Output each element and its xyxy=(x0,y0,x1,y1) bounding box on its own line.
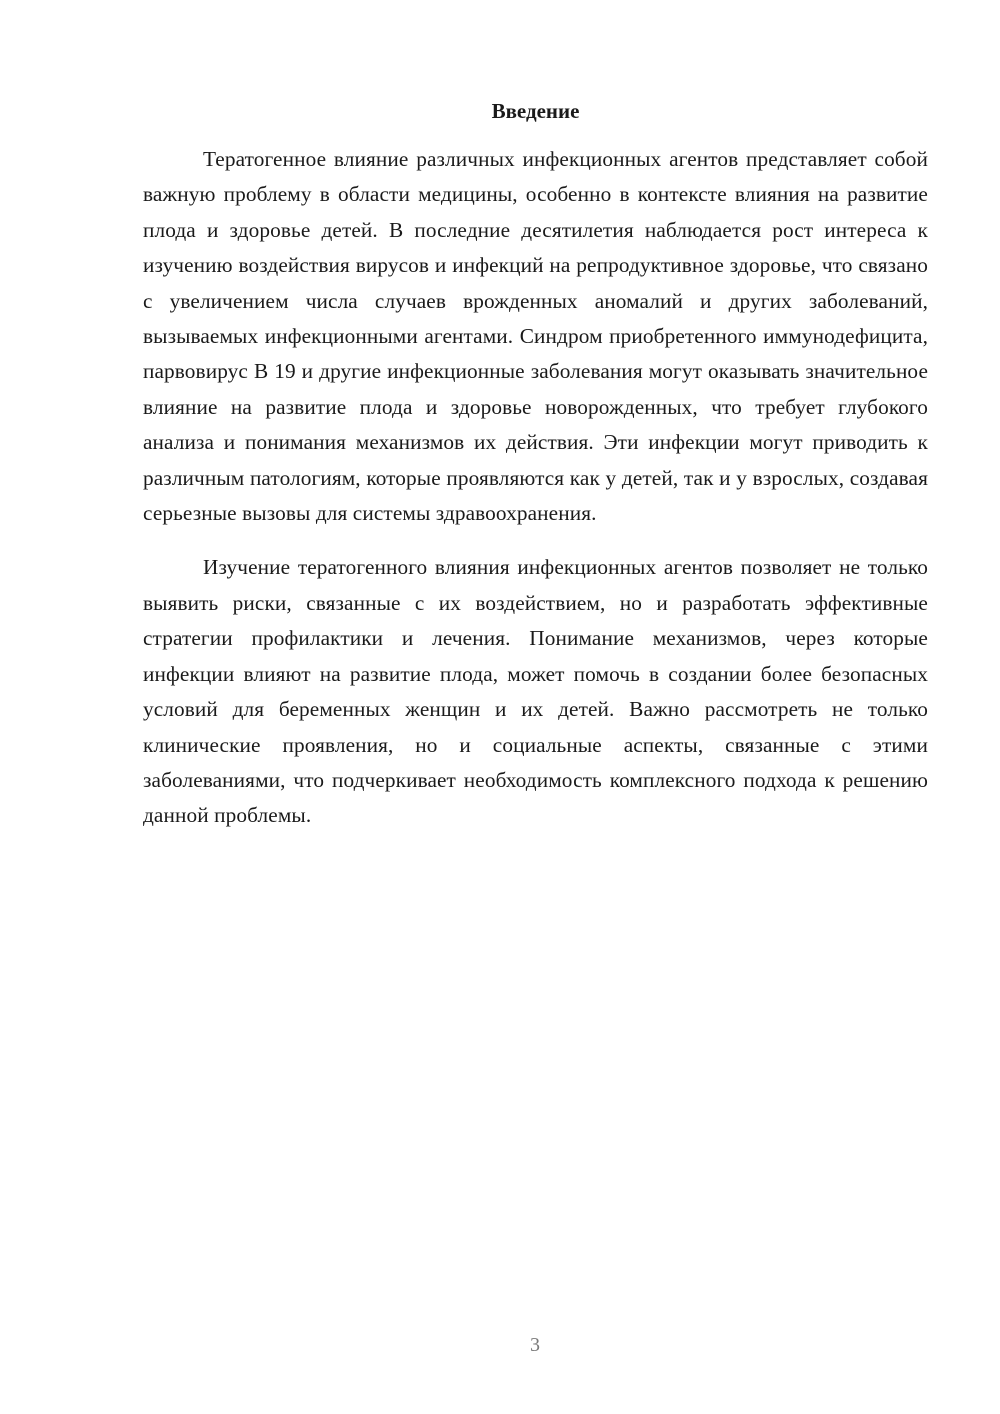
paragraph-1: Тератогенное влияние различных инфекционных агентов представляет собой важную проблему в области медицины, особенно в контексте влияния на развитие плода и здоровье детей. В последние десятилетия наблюдается рост интереса к изучению воздействия вирусов и инфекций на репродуктивное здоровье, что связано с увеличением числа случаев врожденных аномалий и других заболеваний, вызываемых инфекционными агентами. Синдром приобретенного иммунодефицита, парвовирус В 19 и другие инфекционные заболевания могут оказывать значительное влияние на развитие плода и здоровье новорожденных, что требует глубокого анализа и понимания механизмов их действия. Эти инфекции могут приводить к различным патологиям, которые проявляются как у детей, так и у взрослых, создавая серьезные вызовы для системы здравоохранения. xyxy=(143,147,928,526)
page-number: 3 xyxy=(530,1334,540,1356)
body-text xyxy=(143,142,928,834)
section-heading: Введение xyxy=(491,99,580,123)
paragraph-2: Изучение тератогенного влияния инфекционных агентов позволяет не только выявить риски, связанные с их воздействием, но и разработать эффективные стратегии профилактики и лечения. Понимание механизмов, через которые инфекции влияют на развитие плода, может помочь в создании более безопасных условий для беременных женщин и их детей. Важно рассмотреть не только клинические проявления, но и социальные аспекты, связанные с этими заболеваниями, что подчеркивает необходимость комплексного подхода к решению данной проблемы. xyxy=(143,555,928,828)
